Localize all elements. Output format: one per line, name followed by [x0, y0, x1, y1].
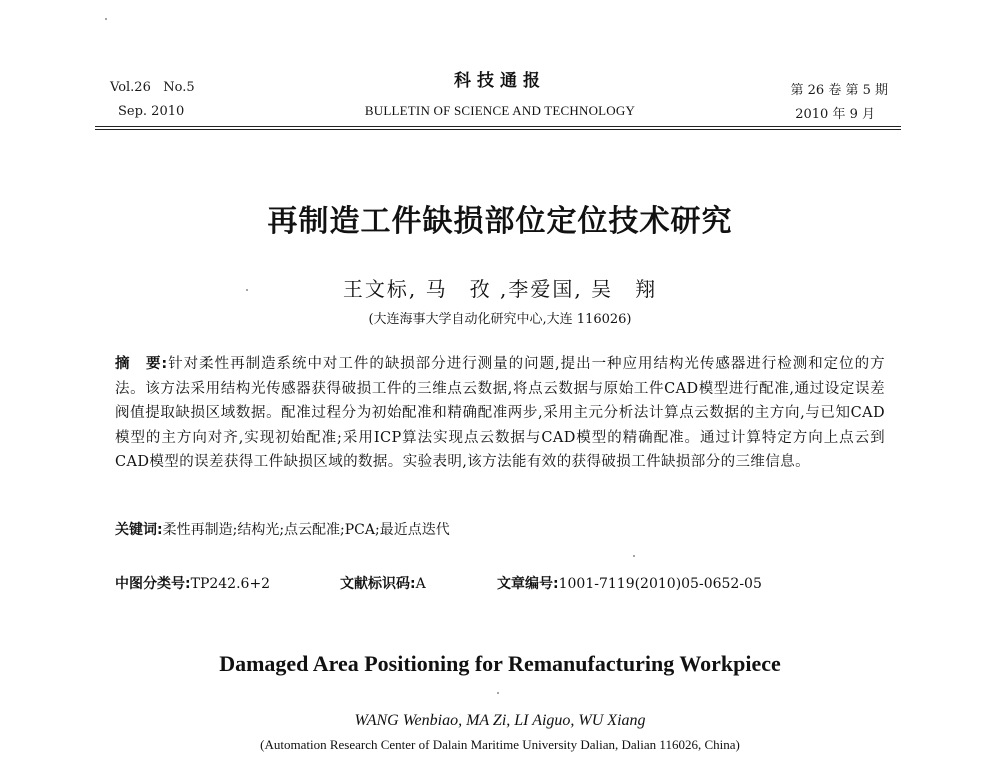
keywords-text: 柔性再制造;结构光;点云配准;PCA;最近点迭代 — [162, 522, 450, 538]
doc-code-label: 文献标识码: — [340, 576, 416, 592]
scan-speck — [246, 289, 248, 291]
authors-cn: 王文标, 马 孜 ,李爱国, 吴 翔 — [342, 277, 658, 301]
article-number-label: 文章编号: — [497, 576, 559, 592]
clc-field — [115, 573, 270, 593]
header-date-cn: 2010 年 9 月 — [795, 107, 875, 122]
abstract-label: 摘 要: — [115, 356, 168, 372]
article-number-value: 1001-7119(2010)05-0652-05 — [558, 576, 762, 592]
keywords — [115, 519, 885, 539]
abstract — [115, 352, 885, 475]
header-volume-number — [110, 80, 195, 95]
header-rule-bottom — [95, 129, 901, 130]
article-number-field — [497, 573, 762, 593]
header-volume: Vol.26 — [110, 80, 151, 95]
article-title-cn: 再制造工件缺损部位定位技术研究 — [267, 204, 733, 239]
doc-code-value: A — [415, 576, 426, 592]
keywords-label: 关键词: — [115, 522, 163, 538]
scan-speck — [497, 692, 499, 694]
authors-en: WANG Wenbiao, MA Zi, LI Aiguo, WU Xiang — [354, 712, 646, 729]
journal-title-en: BULLETIN OF SCIENCE AND TECHNOLOGY — [364, 103, 636, 118]
affiliation-cn: (大连海事大学自动化研究中心,大连 116026) — [368, 312, 632, 327]
article-title-en: Damaged Area Positioning for Remanufacturing Workpiece — [219, 651, 781, 676]
journal-title-cn: 科技通报 — [454, 71, 546, 91]
affiliation-en: (Automation Research Center of Dalain Maritime University Dalian, Dalian 116026, China) — [260, 737, 740, 752]
doc-code-field — [340, 573, 426, 593]
scan-speck — [105, 18, 107, 20]
header-rule-top — [95, 126, 901, 127]
clc-label: 中图分类号: — [115, 576, 191, 592]
header-volume-cn: 第 26 卷 第 5 期 — [790, 83, 888, 98]
abstract-text: 针对柔性再制造系统中对工件的缺损部分进行测量的问题,提出一种应用结构光传感器进行检测和定位的方法。该方法采用结构光传感器获得破损工件的三维点云数据,将点云数据与原始工件CAD模型进行配准,通过设定误差阀值提取缺损区域数据。配准过程分为初始配准和精确配准两步,采用主元分析法计算点云数据的主方向,与已知CAD模型的主方向对齐,实现初始配准;采用ICP算法实现点云数据与CAD模型的精确配准。通过计算特定方向上点云到CAD模型的误差获得工件缺损区域的数据。实验表明,该方法能有效的获得破损工件缺损部分的三维信息。 — [115, 356, 885, 470]
clc-value: TP242.6+2 — [190, 576, 271, 592]
scan-speck — [633, 555, 635, 557]
header-date-en: Sep. 2010 — [118, 104, 185, 119]
header-issue: No.5 — [163, 80, 195, 95]
